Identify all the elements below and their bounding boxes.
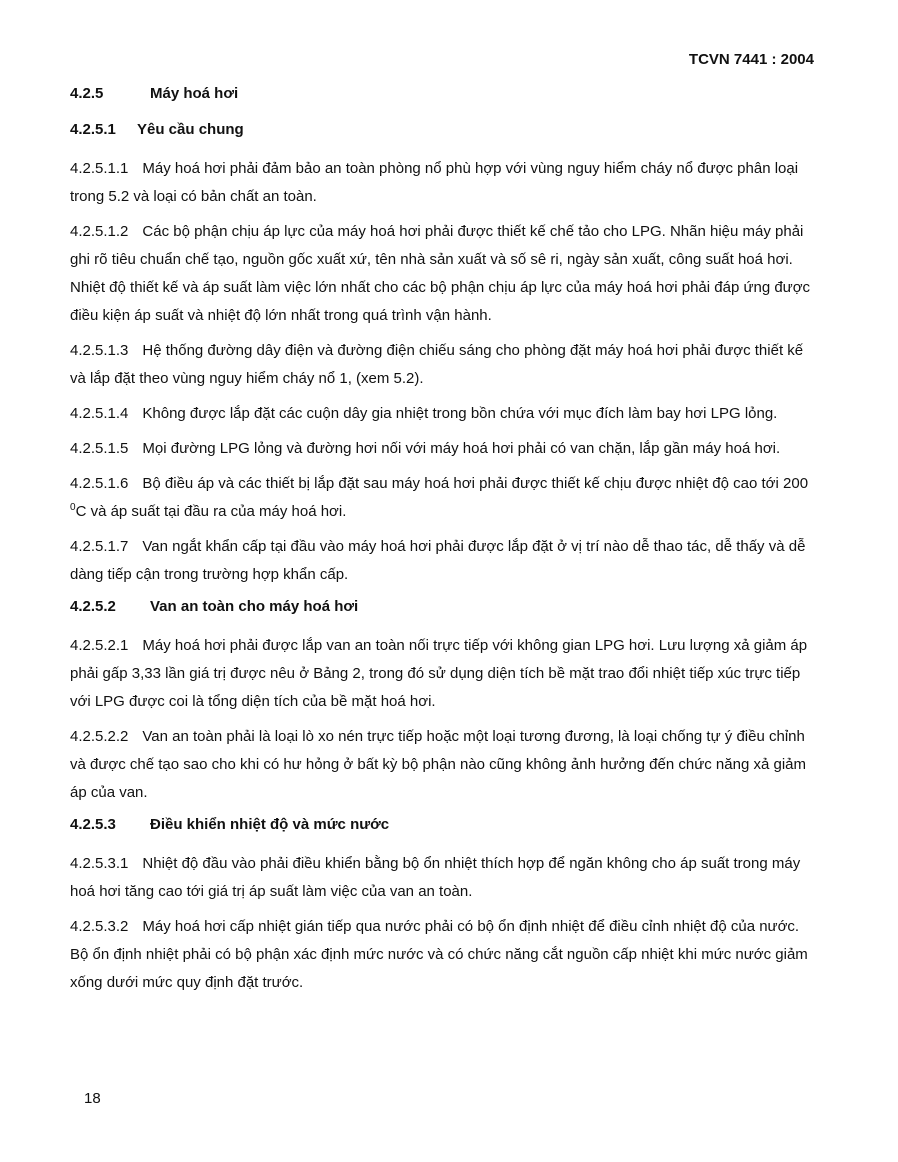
section-title: Yêu cầu chung bbox=[137, 121, 244, 138]
paragraph-text: Các bộ phận chịu áp lực của máy hoá hơi phải được thiết kế chế tảo cho LPG. Nhãn hiệu máy phải ghi rõ tiêu chuẩn chế tạo, nguồn gốc xuất xứ, tên nhà sản xuất và số sê ri, ngày sản xuất, công suất hoá hơi. Nhiệt độ thiết kế và áp suất làm việc lớn nhất cho các bộ phận chịu áp lực của máy hoá hơi phải đáp ứng được điều kiện áp suất và nhiệt độ lớn nhất trong quá trình vận hành. bbox=[70, 223, 811, 324]
section-title: Điều khiển nhiệt độ và mức nước bbox=[150, 816, 390, 833]
paragraph-text: C và áp suất tại đầu ra của máy hoá hơi. bbox=[75, 503, 347, 520]
paragraph-text: Không được lắp đặt các cuộn dây gia nhiệt trong bồn chứa với mục đích làm bay hơi LPG lỏng. bbox=[142, 405, 778, 422]
page-number: 18 bbox=[84, 1090, 101, 1107]
paragraph-text: Máy hoá hơi phải đảm bảo an toàn phòng nổ phù hợp với vùng nguy hiểm cháy nổ được phân loại trong 5.2 và loại có bản chất an toàn. bbox=[70, 160, 799, 205]
paragraph-text: Nhiệt độ đầu vào phải điều khiển bằng bộ ổn nhiệt thích hợp để ngăn không cho áp suất trong máy hoá hơi tăng cao tới giá trị áp suất làm việc của van an toàn. bbox=[70, 855, 801, 900]
paragraph-number: 4.2.5.1.5 bbox=[70, 440, 129, 457]
paragraph bbox=[70, 913, 815, 997]
section-title: Van an toàn cho máy hoá hơi bbox=[150, 598, 359, 615]
standard-code: TCVN 7441 : 2004 bbox=[688, 51, 814, 68]
paragraph bbox=[70, 723, 815, 807]
paragraph-text: Van ngắt khẩn cấp tại đầu vào máy hoá hơi phải được lắp đặt ở vị trí nào dễ thao tác, dễ thấy và dễ dàng tiếp cận trong trường hợp khẩn cấp. bbox=[70, 538, 806, 583]
paragraph-number: 4.2.5.2.2 bbox=[70, 728, 129, 745]
degree-superscript: 0 bbox=[70, 502, 76, 513]
paragraph-text: Máy hoá hơi cấp nhiệt gián tiếp qua nước phải có bộ ổn định nhiệt để điều cỉnh nhiệt độ của nước. Bộ ổn định nhiệt phải có bộ phận xác định mức nước và có chức năng cắt nguồn cấp nhiệt khi mức nước giảm xống dưới mức quy định đặt trước. bbox=[70, 918, 808, 991]
paragraph-number: 4.2.5.1.6 bbox=[70, 475, 129, 492]
paragraph bbox=[70, 470, 815, 526]
paragraph bbox=[70, 533, 815, 589]
paragraph-number: 4.2.5.1.1 bbox=[70, 160, 129, 177]
paragraph-number: 4.2.5.3.2 bbox=[70, 918, 129, 935]
paragraph bbox=[70, 435, 815, 463]
section-number: 4.2.5 bbox=[70, 85, 104, 102]
section-number: 4.2.5.3 bbox=[70, 816, 116, 833]
paragraph-number: 4.2.5.2.1 bbox=[70, 637, 129, 654]
paragraph-number: 4.2.5.1.3 bbox=[70, 342, 129, 359]
paragraph-number: 4.2.5.1.7 bbox=[70, 538, 129, 555]
paragraph-text: Mọi đường LPG lỏng và đường hơi nối với máy hoá hơi phải có van chặn, lắp gần máy hoá hơi. bbox=[142, 440, 781, 457]
section-heading bbox=[70, 83, 815, 105]
paragraph bbox=[70, 850, 815, 906]
paragraph-text: Máy hoá hơi phải được lắp van an toàn nối trực tiếp với không gian LPG hơi. Lưu lượng xả giảm áp phải gấp 3,33 lần giá trị được nêu ở Bảng 2, trong đó sử dụng diện tích bề mặt trao đổi nhiệt tiếp xúc trực tiếp với LPG được coi là tổng diện tích của bề mặt hoá hơi. bbox=[70, 637, 808, 710]
section-title: Máy hoá hơi bbox=[150, 85, 239, 102]
section-number: 4.2.5.1 bbox=[70, 121, 116, 138]
paragraph-text: Bộ điều áp và các thiết bị lắp đặt sau máy hoá hơi phải được thiết kế chịu được nhiệt độ cao tới 200 bbox=[142, 475, 809, 492]
paragraph-number: 4.2.5.1.4 bbox=[70, 405, 129, 422]
section-heading bbox=[70, 596, 815, 618]
paragraph bbox=[70, 632, 815, 716]
paragraph bbox=[70, 400, 815, 428]
section-heading bbox=[70, 119, 815, 141]
paragraph bbox=[70, 155, 815, 211]
paragraph-text: Hệ thống đường dây điện và đường điện chiếu sáng cho phòng đặt máy hoá hơi phải được thiết kế và lắp đặt theo vùng nguy hiểm cháy nổ 1, (xem 5.2). bbox=[70, 342, 804, 387]
paragraph-number: 4.2.5.1.2 bbox=[70, 223, 129, 240]
paragraph-text: Van an toàn phải là loại lò xo nén trực tiếp hoặc một loại tương đương, là loại chống tự ý điều chỉnh và được chế tạo sao cho khi có hư hỏng ở bất kỳ bộ phận nào cũng không ảnh hưởng đến chức năng xả giảm áp của van. bbox=[70, 728, 806, 801]
section-number: 4.2.5.2 bbox=[70, 598, 116, 615]
paragraph-number: 4.2.5.3.1 bbox=[70, 855, 129, 872]
document-body bbox=[70, 83, 815, 1004]
paragraph bbox=[70, 337, 815, 393]
section-heading bbox=[70, 814, 815, 836]
paragraph bbox=[70, 218, 815, 330]
